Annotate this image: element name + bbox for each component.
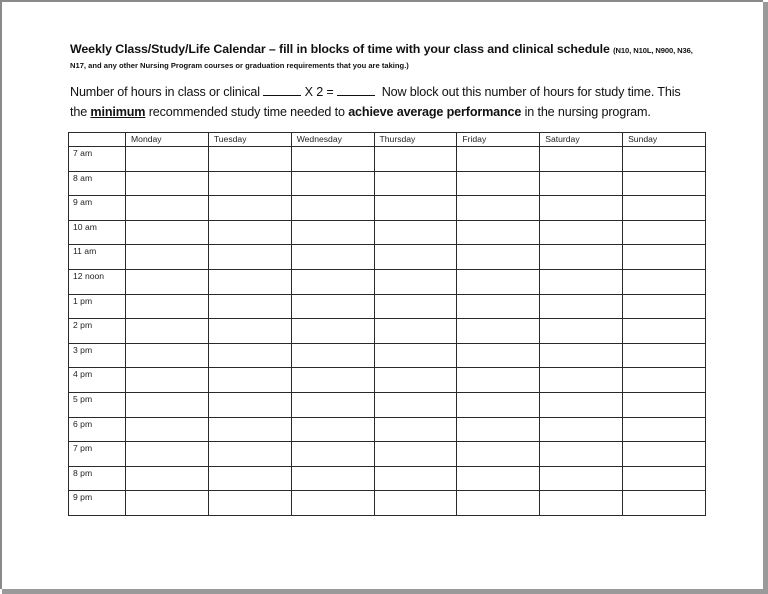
day-header-wednesday: Wednesday [291, 133, 374, 147]
page-title [70, 41, 720, 59]
schedule-cell-sunday[interactable] [623, 171, 706, 196]
page-shadow-right [763, 2, 768, 594]
schedule-cell-friday[interactable] [457, 368, 540, 393]
result-blank-field[interactable] [337, 83, 375, 96]
schedule-cell-tuesday[interactable] [208, 196, 291, 221]
schedule-cell-thursday[interactable] [374, 491, 457, 516]
schedule-cell-monday[interactable] [126, 343, 209, 368]
schedule-cell-thursday[interactable] [374, 392, 457, 417]
schedule-cell-monday[interactable] [126, 491, 209, 516]
schedule-cell-friday[interactable] [457, 171, 540, 196]
time-slot-label: 9 pm [69, 491, 126, 516]
time-slot-label: 7 pm [69, 442, 126, 467]
title-courses-part2: N17, and any other Nursing Program courses or graduation requirements that you are taking.) [70, 61, 409, 70]
schedule-cell-thursday[interactable] [374, 417, 457, 442]
schedule-cell-wednesday[interactable] [291, 245, 374, 270]
instructions-the: the [70, 105, 88, 119]
schedule-cell-monday[interactable] [126, 269, 209, 294]
schedule-cell-saturday[interactable] [540, 466, 623, 491]
schedule-cell-thursday[interactable] [374, 147, 457, 172]
schedule-cell-wednesday[interactable] [291, 147, 374, 172]
schedule-cell-friday[interactable] [457, 147, 540, 172]
table-row [69, 196, 706, 221]
instructions-hours-label: Number of hours in class or clinical [70, 85, 260, 99]
schedule-cell-saturday[interactable] [540, 392, 623, 417]
schedule-cell-tuesday[interactable] [208, 147, 291, 172]
instructions-paragraph [70, 82, 730, 122]
schedule-cell-thursday[interactable] [374, 294, 457, 319]
page-title-block [70, 41, 720, 73]
table-row [69, 269, 706, 294]
schedule-cell-monday[interactable] [126, 294, 209, 319]
schedule-cell-sunday[interactable] [623, 392, 706, 417]
schedule-cell-monday[interactable] [126, 368, 209, 393]
schedule-cell-tuesday[interactable] [208, 269, 291, 294]
schedule-cell-thursday[interactable] [374, 220, 457, 245]
table-row [69, 417, 706, 442]
title-main: Weekly Class/Study/Life Calendar – fill in blocks of time with your class and clinical schedule [70, 42, 610, 56]
schedule-cell-saturday[interactable] [540, 245, 623, 270]
schedule-cell-wednesday[interactable] [291, 294, 374, 319]
schedule-cell-wednesday[interactable] [291, 491, 374, 516]
schedule-cell-saturday[interactable] [540, 417, 623, 442]
schedule-cell-thursday[interactable] [374, 171, 457, 196]
schedule-cell-thursday[interactable] [374, 196, 457, 221]
schedule-cell-wednesday[interactable] [291, 417, 374, 442]
schedule-cell-tuesday[interactable] [208, 392, 291, 417]
schedule-cell-saturday[interactable] [540, 147, 623, 172]
schedule-cell-friday[interactable] [457, 417, 540, 442]
schedule-cell-saturday[interactable] [540, 269, 623, 294]
table-row [69, 343, 706, 368]
schedule-cell-thursday[interactable] [374, 442, 457, 467]
time-slot-label: 7 am [69, 147, 126, 172]
schedule-cell-tuesday[interactable] [208, 319, 291, 344]
day-header-sunday: Sunday [623, 133, 706, 147]
schedule-cell-monday[interactable] [126, 466, 209, 491]
time-slot-label: 11 am [69, 245, 126, 270]
schedule-cell-tuesday[interactable] [208, 442, 291, 467]
schedule-cell-tuesday[interactable] [208, 294, 291, 319]
schedule-cell-sunday[interactable] [623, 220, 706, 245]
table-row [69, 491, 706, 516]
schedule-cell-wednesday[interactable] [291, 442, 374, 467]
schedule-cell-thursday[interactable] [374, 319, 457, 344]
table-row [69, 466, 706, 491]
schedule-cell-friday[interactable] [457, 196, 540, 221]
day-header-tuesday: Tuesday [208, 133, 291, 147]
schedule-cell-monday[interactable] [126, 319, 209, 344]
time-slot-label: 9 am [69, 196, 126, 221]
calendar-body [69, 147, 706, 516]
schedule-cell-friday[interactable] [457, 319, 540, 344]
schedule-cell-sunday[interactable] [623, 319, 706, 344]
schedule-cell-monday[interactable] [126, 245, 209, 270]
schedule-cell-sunday[interactable] [623, 269, 706, 294]
table-row [69, 392, 706, 417]
schedule-cell-sunday[interactable] [623, 466, 706, 491]
emphasis-average-performance: achieve average performance [348, 105, 522, 119]
schedule-cell-monday[interactable] [126, 417, 209, 442]
schedule-cell-saturday[interactable] [540, 491, 623, 516]
page-shadow-bottom [2, 589, 768, 594]
schedule-cell-wednesday[interactable] [291, 319, 374, 344]
schedule-cell-friday[interactable] [457, 442, 540, 467]
schedule-cell-tuesday[interactable] [208, 171, 291, 196]
schedule-cell-wednesday[interactable] [291, 220, 374, 245]
table-row [69, 171, 706, 196]
instructions-multiplier: X 2 = [304, 85, 334, 99]
table-row [69, 147, 706, 172]
table-row [69, 368, 706, 393]
schedule-cell-saturday[interactable] [540, 442, 623, 467]
schedule-cell-sunday[interactable] [623, 442, 706, 467]
schedule-cell-friday[interactable] [457, 343, 540, 368]
schedule-cell-friday[interactable] [457, 466, 540, 491]
schedule-cell-wednesday[interactable] [291, 269, 374, 294]
schedule-cell-thursday[interactable] [374, 368, 457, 393]
schedule-cell-tuesday[interactable] [208, 417, 291, 442]
schedule-cell-monday[interactable] [126, 147, 209, 172]
schedule-cell-monday[interactable] [126, 392, 209, 417]
calendar-header-row [69, 133, 706, 147]
day-header-friday: Friday [457, 133, 540, 147]
day-header-monday: Monday [126, 133, 209, 147]
emphasis-minimum: minimum [90, 105, 146, 119]
schedule-cell-wednesday[interactable] [291, 196, 374, 221]
schedule-cell-saturday[interactable] [540, 319, 623, 344]
schedule-cell-saturday[interactable] [540, 368, 623, 393]
schedule-cell-saturday[interactable] [540, 343, 623, 368]
time-slot-label: 1 pm [69, 294, 126, 319]
schedule-cell-sunday[interactable] [623, 245, 706, 270]
time-slot-label: 2 pm [69, 319, 126, 344]
time-slot-label: 5 pm [69, 392, 126, 417]
schedule-cell-saturday[interactable] [540, 220, 623, 245]
schedule-cell-friday[interactable] [457, 220, 540, 245]
table-row [69, 294, 706, 319]
weekly-calendar-table [68, 132, 706, 516]
hours-blank-field[interactable] [263, 83, 301, 96]
schedule-cell-friday[interactable] [457, 491, 540, 516]
schedule-cell-saturday[interactable] [540, 196, 623, 221]
schedule-cell-monday[interactable] [126, 196, 209, 221]
schedule-cell-wednesday[interactable] [291, 368, 374, 393]
schedule-cell-tuesday[interactable] [208, 245, 291, 270]
schedule-cell-friday[interactable] [457, 269, 540, 294]
schedule-cell-thursday[interactable] [374, 466, 457, 491]
instructions-nursing-program: in the nursing program. [524, 105, 651, 119]
table-row [69, 319, 706, 344]
schedule-cell-wednesday[interactable] [291, 392, 374, 417]
table-row [69, 245, 706, 270]
schedule-cell-wednesday[interactable] [291, 466, 374, 491]
schedule-cell-thursday[interactable] [374, 269, 457, 294]
schedule-cell-sunday[interactable] [623, 147, 706, 172]
time-slot-label: 8 pm [69, 466, 126, 491]
schedule-cell-tuesday[interactable] [208, 466, 291, 491]
instructions-recommended: recommended study time needed to [148, 105, 345, 119]
time-slot-label: 6 pm [69, 417, 126, 442]
schedule-cell-thursday[interactable] [374, 343, 457, 368]
schedule-cell-sunday[interactable] [623, 343, 706, 368]
title-courses-part1: (N10, N10L, N900, N36, [613, 46, 693, 55]
schedule-cell-sunday[interactable] [623, 196, 706, 221]
table-row [69, 442, 706, 467]
schedule-cell-monday[interactable] [126, 442, 209, 467]
schedule-cell-sunday[interactable] [623, 417, 706, 442]
table-row [69, 220, 706, 245]
schedule-cell-friday[interactable] [457, 392, 540, 417]
day-header-saturday: Saturday [540, 133, 623, 147]
schedule-cell-monday[interactable] [126, 171, 209, 196]
schedule-cell-wednesday[interactable] [291, 343, 374, 368]
schedule-cell-tuesday[interactable] [208, 220, 291, 245]
time-slot-label: 4 pm [69, 368, 126, 393]
time-slot-label: 3 pm [69, 343, 126, 368]
schedule-cell-wednesday[interactable] [291, 171, 374, 196]
schedule-cell-sunday[interactable] [623, 368, 706, 393]
schedule-cell-thursday[interactable] [374, 245, 457, 270]
schedule-cell-monday[interactable] [126, 220, 209, 245]
schedule-cell-saturday[interactable] [540, 294, 623, 319]
schedule-cell-friday[interactable] [457, 294, 540, 319]
schedule-cell-tuesday[interactable] [208, 343, 291, 368]
schedule-cell-tuesday[interactable] [208, 491, 291, 516]
schedule-cell-sunday[interactable] [623, 294, 706, 319]
schedule-cell-saturday[interactable] [540, 171, 623, 196]
time-slot-label: 12 noon [69, 269, 126, 294]
schedule-cell-friday[interactable] [457, 245, 540, 270]
corner-header-cell [69, 133, 126, 147]
day-header-thursday: Thursday [374, 133, 457, 147]
schedule-cell-sunday[interactable] [623, 491, 706, 516]
time-slot-label: 10 am [69, 220, 126, 245]
schedule-cell-tuesday[interactable] [208, 368, 291, 393]
instructions-block-out: Now block out this number of hours for study time. This [381, 85, 681, 99]
time-slot-label: 8 am [69, 171, 126, 196]
